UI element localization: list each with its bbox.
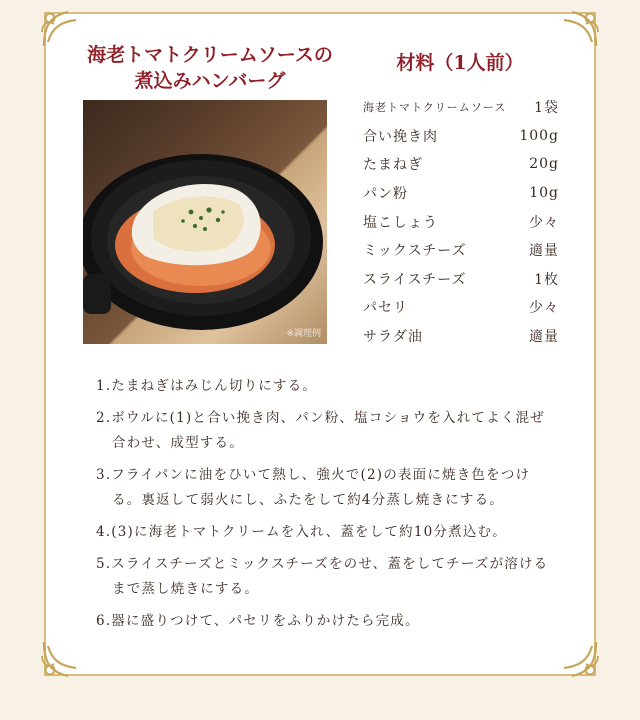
ingredient-qty: 10g	[529, 185, 559, 202]
ingredient-row	[363, 322, 559, 351]
ingredient-name: スライスチーズ	[363, 271, 467, 288]
ingredient-row	[363, 179, 559, 208]
skillet-dish-illustration	[83, 100, 327, 344]
corner-ornament-icon	[556, 6, 602, 52]
ingredient-name: サラダ油	[363, 329, 423, 346]
ingredient-row	[363, 236, 559, 265]
ingredient-row	[363, 207, 559, 236]
photo-note: ※調理例	[286, 329, 321, 339]
recipe-title-line1: 海老トマトクリームソースの	[87, 44, 333, 66]
instruction-list	[96, 374, 556, 641]
ingredient-row	[363, 293, 559, 322]
ingredients-heading: 材料（1人前）	[396, 52, 524, 74]
instruction-step: 2.ボウルに(1)と合い挽き肉、パン粉、塩コショウを入れてよく混ぜ合わせ、成型する。	[96, 410, 545, 451]
ingredient-qty: 1枚	[534, 271, 559, 288]
ingredient-name: たまねぎ	[363, 157, 423, 174]
ingredient-name: ミックスチーズ	[363, 243, 467, 260]
ingredient-name: パセリ	[363, 300, 408, 317]
ingredient-qty: 適量	[529, 243, 559, 260]
corner-ornament-icon	[556, 636, 602, 682]
instruction-step: 6.器に盛りつけて、パセリをふりかけたら完成。	[96, 613, 420, 629]
ingredient-name: 合い挽き肉	[363, 128, 438, 145]
ingredient-name: パン粉	[363, 186, 408, 203]
ingredient-row	[363, 150, 559, 179]
ingredient-qty: 少々	[529, 214, 559, 231]
instruction-step: 5.スライスチーズとミックスチーズをのせ、蓋をしてチーズが溶けるまで蒸し焼きにする。	[96, 556, 549, 597]
recipe-title	[86, 42, 334, 94]
instruction-step: 4.(3)に海老トマトクリームを入れ、蓋をして約10分煮込む。	[96, 524, 507, 540]
ingredient-name: 海老トマトクリームソース	[363, 101, 507, 115]
ingredient-row	[363, 93, 559, 122]
ingredient-row	[363, 122, 559, 151]
ingredient-name: 塩こしょう	[363, 214, 438, 231]
ingredient-row	[363, 265, 559, 294]
recipe-title-line2: 煮込みハンバーグ	[134, 70, 286, 92]
ingredient-qty: 1袋	[534, 100, 559, 117]
instruction-step: 1.たまねぎはみじん切りにする。	[96, 378, 318, 394]
ingredient-qty: 20g	[529, 156, 559, 173]
corner-ornament-icon	[38, 6, 84, 52]
ingredient-qty: 適量	[529, 329, 559, 346]
corner-ornament-icon	[38, 636, 84, 682]
ingredient-qty: 100g	[519, 127, 559, 144]
ingredient-list	[363, 93, 559, 350]
ingredient-qty: 少々	[529, 300, 559, 317]
instruction-step: 3.フライパンに油をひいて熱し、強火で(2)の表面に焼き色をつける。裏返して弱火にし、ふたをして約4分蒸し焼きにする。	[96, 467, 531, 508]
dish-photo	[83, 100, 327, 344]
